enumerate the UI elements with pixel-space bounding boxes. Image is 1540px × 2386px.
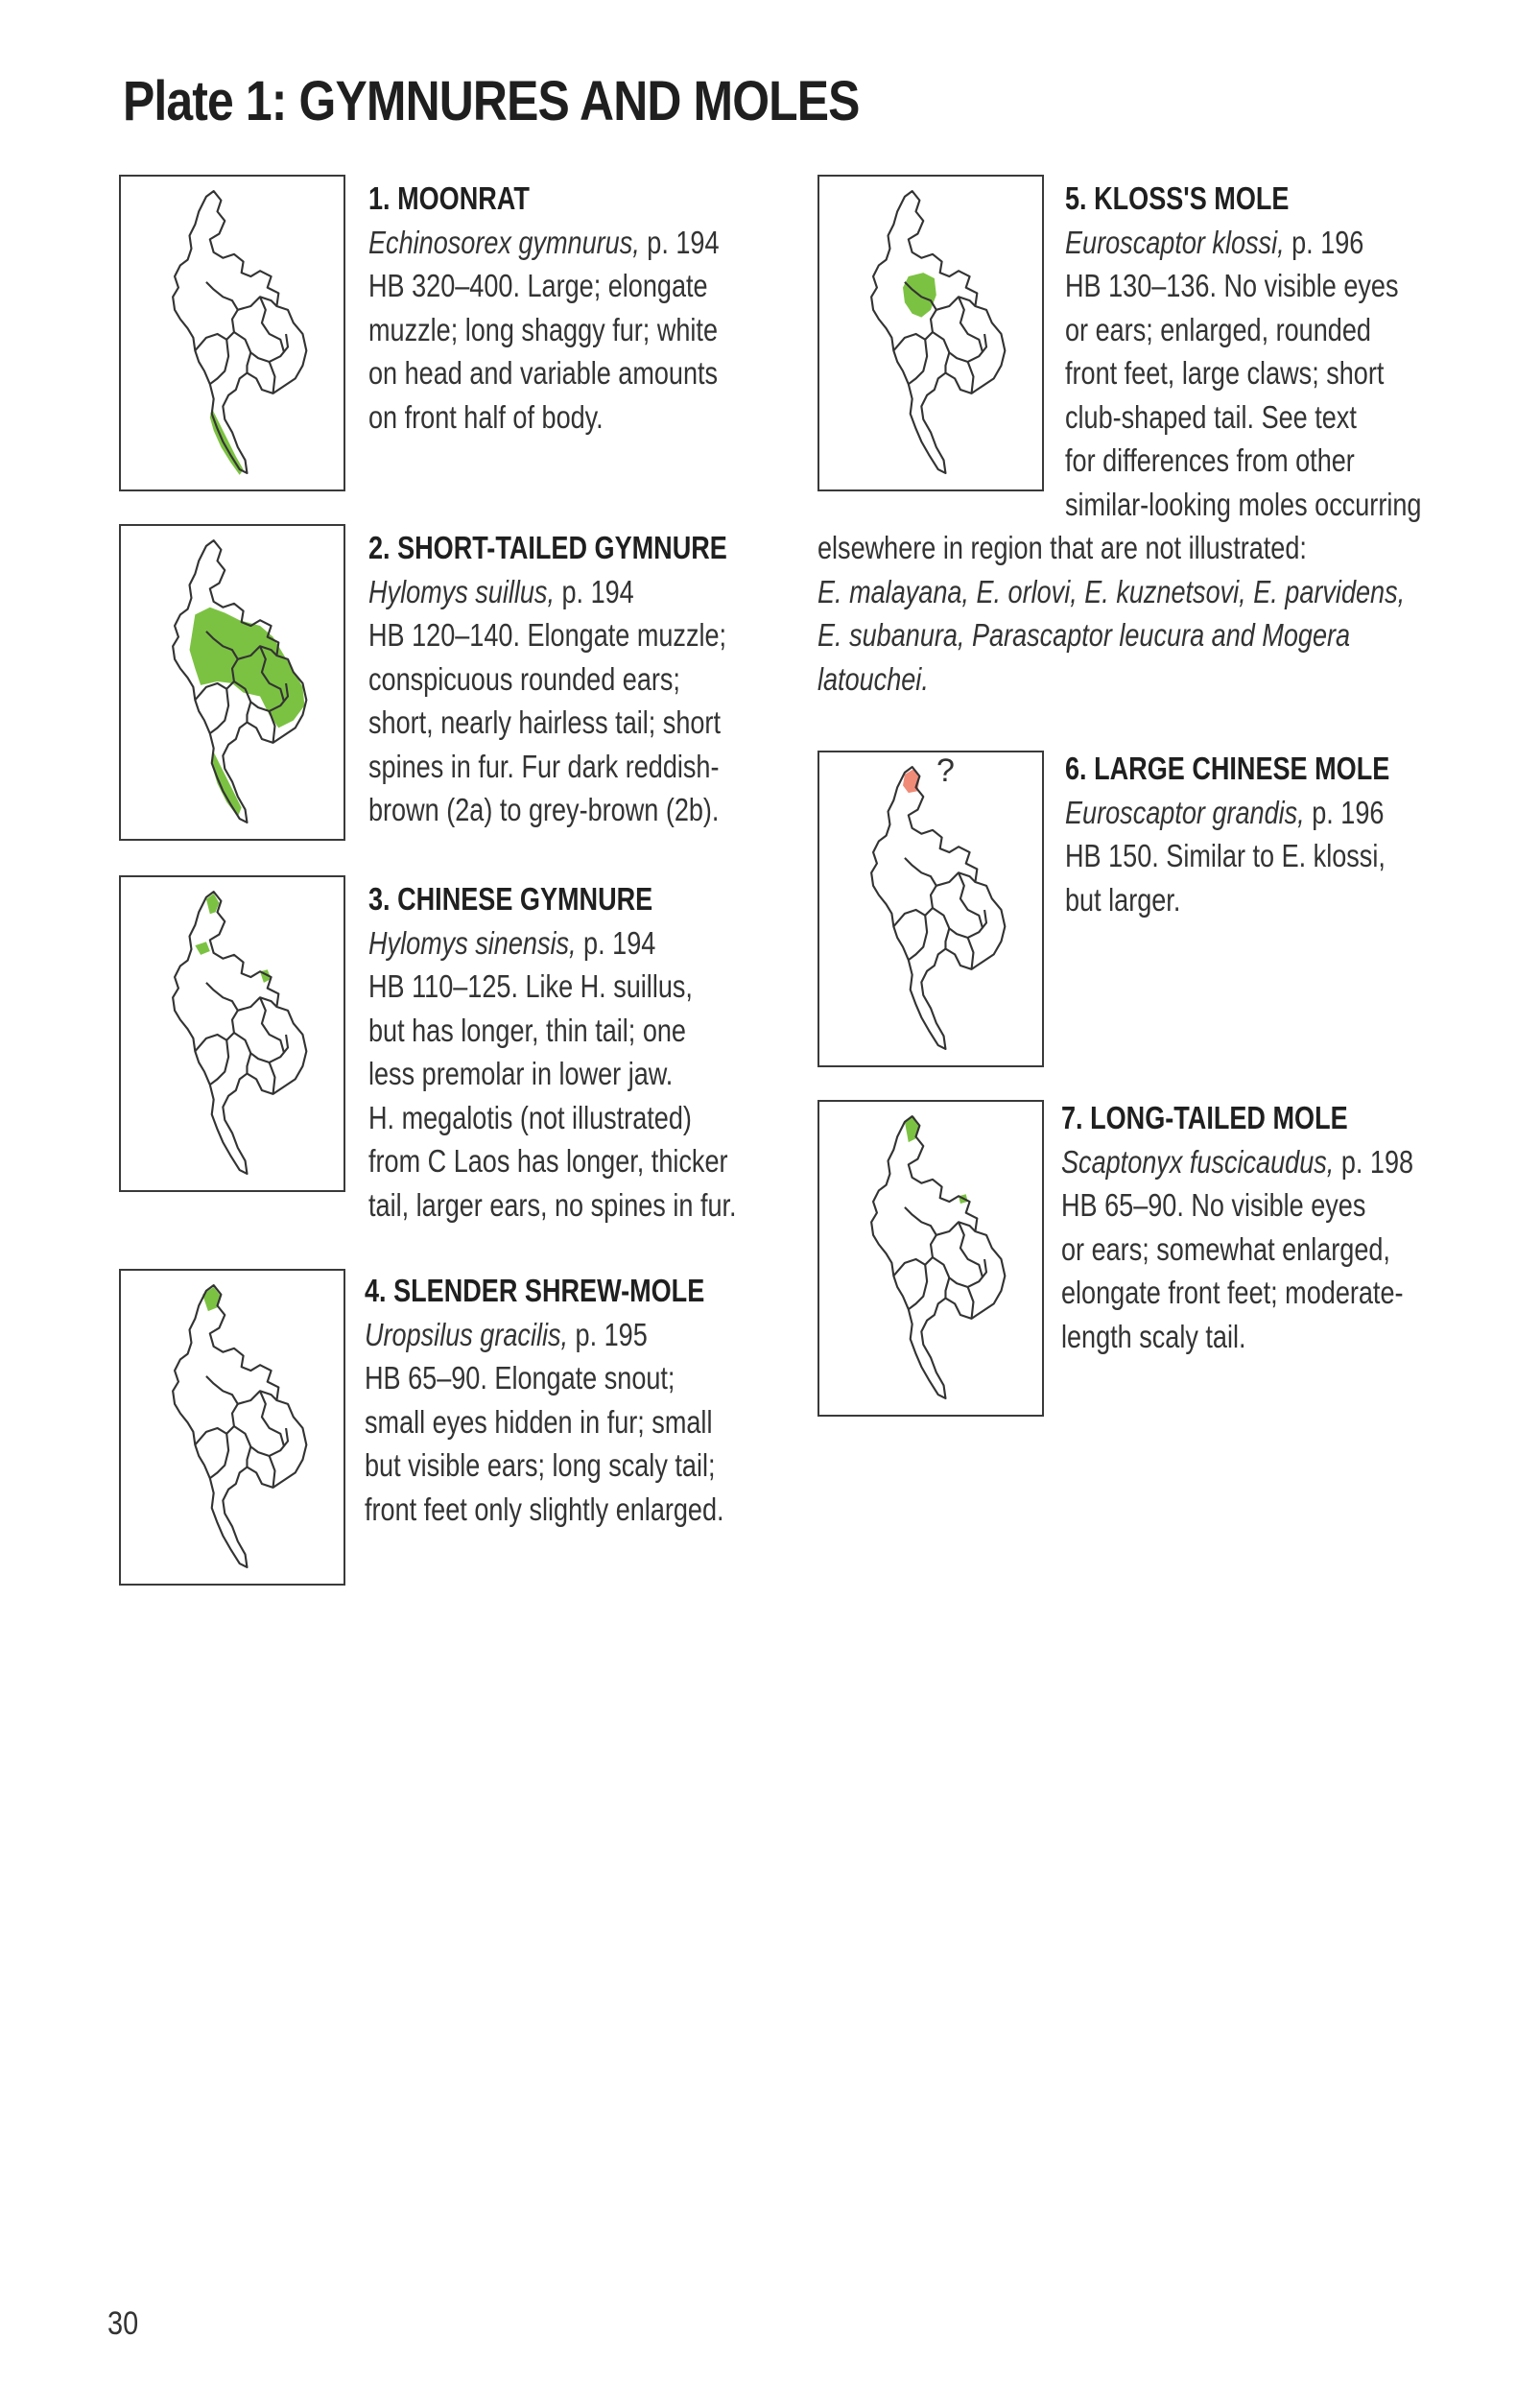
description-line: HB 65–90. No visible eyes [1061,1187,1366,1223]
species-name: 7. LONG-TAILED MOLE [1061,1100,1348,1135]
species-reference [1065,791,1389,835]
description-line: but visible ears; long scaly tail; [365,1447,716,1483]
scientific-name: Euroscaptor klossi, [1065,224,1285,260]
page-reference: p. 196 [1284,224,1364,260]
description-line: for differences from other [1065,442,1355,478]
species-entry-short-tailed-gymnure [368,526,806,832]
description-line: front feet, large claws; short [1065,355,1385,391]
description-line: conspicuous rounded ears; [368,660,680,697]
description-line: but larger. [1065,881,1181,918]
description-line: on front half of body. [368,398,604,435]
description-line: HB 120–140. Elongate muzzle; [368,617,727,653]
page-reference: p. 198 [1334,1143,1414,1180]
range-map-svg [121,177,344,489]
species-name: 4. SLENDER SHREW-MOLE [365,1273,705,1308]
species-reference [368,221,720,265]
species-reference [368,570,727,614]
description-line: HB 65–90. Elongate snout; [365,1360,675,1396]
description-line: spines in fur. Fur dark reddish- [368,748,720,784]
description-line: tail, larger ears, no spines in fur. [368,1186,737,1223]
range-map-large-chinese-mole [817,751,1044,1067]
species-name: 6. LARGE CHINESE MOLE [1065,751,1390,786]
species-name: 3. CHINESE GYMNURE [368,881,653,917]
page-reference: p. 196 [1304,794,1385,830]
range-map-svg [121,877,344,1190]
description-line: front feet only slightly enlarged. [365,1491,724,1527]
scientific-name: Echinosorex gymnurus, [368,224,640,260]
description-line: brown (2a) to grey-brown (2b). [368,792,720,827]
description-line: or ears; enlarged, rounded [1065,311,1371,347]
description-line: HB 130–136. No visible eyes [1065,268,1399,303]
description-line: HB 150. Similar to E. klossi, [1065,838,1386,873]
scientific-name: Euroscaptor grandis, [1065,794,1305,830]
species-entry-chinese-gymnure [368,877,817,1227]
scientific-name: Scaptonyx fuscicaudus, [1061,1143,1335,1180]
description-line: but has longer, thin tail; one [368,1012,686,1048]
species-entry-moonrat [368,177,796,439]
description-line: elongate front feet; moderate- [1061,1275,1404,1310]
species-entry-klosss-mole-continued [817,526,1534,701]
description-line: from C Laos has longer, thicker [368,1143,728,1179]
species-reference [1061,1140,1413,1184]
species-reference [1065,221,1421,265]
species-entry-long-tailed-mole [1061,1096,1491,1358]
description-line: club-shaped tail. See text [1065,398,1357,435]
range-map-svg [121,1271,344,1584]
plate-title: Plate 1: GYMNURES AND MOLES [123,70,860,132]
range-map-long-tailed-mole [817,1100,1044,1417]
range-map-klosss-mole [817,175,1044,491]
scientific-name: Uropsilus gracilis, [365,1316,569,1352]
scientific-name: Hylomys suillus, [368,573,555,609]
species-entry-large-chinese-mole [1065,747,1461,921]
description-line: short, nearly hairless tail; short [368,704,721,740]
range-map-short-tailed-gymnure [119,524,345,841]
page-number: 30 [107,2305,139,2342]
range-map-svg [819,177,1042,489]
species-entry-klosss-mole [1065,177,1500,526]
range-map-svg [819,752,1042,1065]
description-line: E. subanura, Parascaptor leucura and Mogera [817,617,1351,653]
species-entry-slender-shrew-mole [365,1269,803,1531]
description-line: or ears; somewhat enlarged, [1061,1230,1390,1267]
description-line: less premolar in lower jaw. [368,1056,674,1091]
page-reference: p. 194 [554,573,634,609]
range-map-chinese-gymnure [119,875,345,1192]
description-line: H. megalotis (not illustrated) [368,1099,692,1135]
species-name: 5. KLOSS'S MOLE [1065,180,1290,216]
description-line: length scaly tail. [1061,1318,1246,1354]
description-line: HB 110–125. Like H. suillus, [368,968,693,1004]
page-reference: p. 195 [568,1316,648,1352]
species-reference [368,921,737,966]
range-uncertain-mark: ? [936,752,955,789]
description-line: small eyes hidden in fur; small [365,1403,713,1440]
description-line: on head and variable amounts [368,355,719,391]
page-reference: p. 194 [576,924,656,961]
description-line: E. malayana, E. orlovi, E. kuznetsovi, E. parvidens, [817,573,1406,609]
description-line: latouchei. [817,660,929,697]
range-map-svg [121,526,344,839]
description-line: HB 320–400. Large; elongate [368,268,708,303]
description-line: muzzle; long shaggy fur; white [368,311,718,347]
range-map-svg [819,1102,1042,1415]
range-map-slender-shrew-mole [119,1269,345,1586]
scientific-name: Hylomys sinensis, [368,924,577,961]
species-name: 2. SHORT-TAILED GYMNURE [368,530,727,565]
range-map-moonrat [119,175,345,491]
species-name: 1. MOONRAT [368,180,530,216]
description-line: similar-looking moles occurring [1065,486,1422,522]
species-reference [365,1313,724,1357]
page-reference: p. 194 [639,224,720,260]
description-line: elsewhere in region that are not illustrated: [817,530,1307,565]
